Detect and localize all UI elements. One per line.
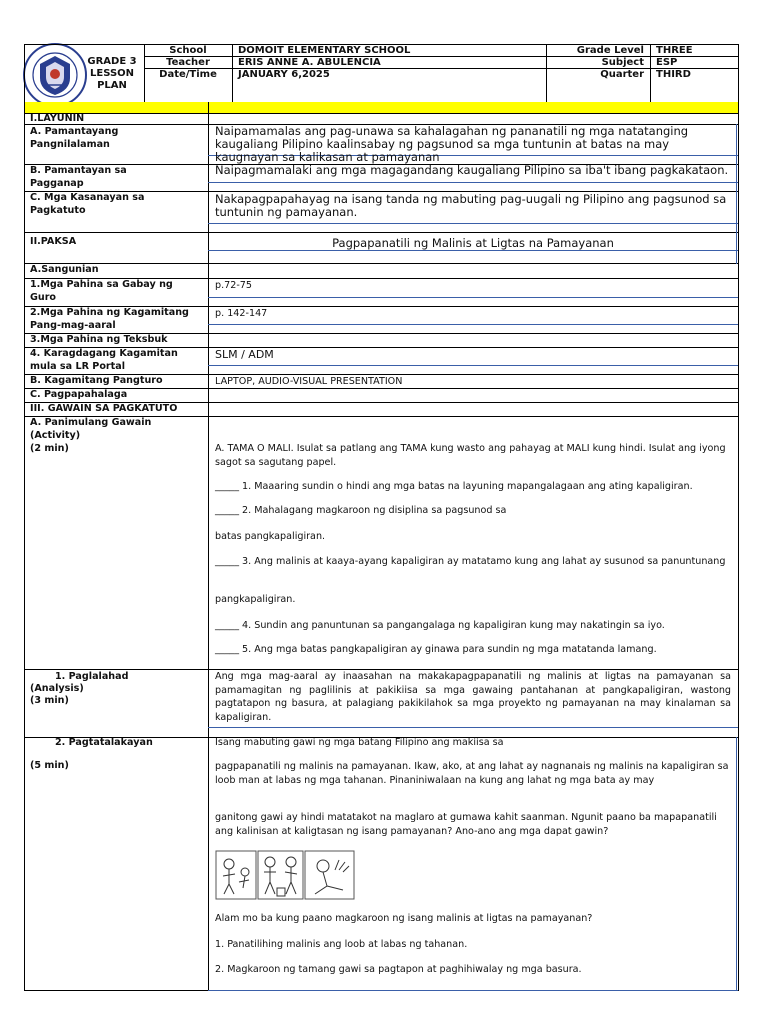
pamantayang-label: A. Pamantayang Pangnilalaman: [30, 126, 119, 150]
paglalahad-text: Ang mga mag-aaral ay inaasahan na makakapagpapanatili ng malinis at ligtas na pamayanan sa pamamagitan ng paglilinis at pakikiisa sa mga gawaing pantahanan at pangkapaligiran, wastong pagtatapon ng basura, at palagiang pakikilahok sa mga proyekto ng pamayanan na may kinalaman sa kapaligiran.: [215, 671, 731, 723]
kasanayan-label: C. Mga Kasanayan sa Pagkatuto: [30, 192, 145, 216]
teksbuk-label: 3.Mga Pahina ng Teksbuk: [30, 334, 168, 345]
date-value: JANUARY 6,2025: [238, 69, 330, 80]
activity-item-2: _____ 2. Mahalagang magkaroon ng disiplina sa pagsunod sa: [215, 505, 507, 516]
pagganap-label: B. Pamantayan sa Pagganap: [30, 165, 127, 189]
panimula-time: (2 min): [30, 443, 69, 454]
discussion-item-1: 1. Panatilihing malinis ang loob at labas ng tahanan.: [215, 939, 468, 950]
gawain-label: III. GAWAIN SA PAGKATUTO: [30, 403, 178, 414]
kasanayan-text: Nakapagpapahayag na isang tanda ng mabuting pag-uugali ng Pilipino ang pagsunod sa tuntunin ng pamayanan.: [215, 192, 727, 219]
pamantayang-text: Naipamamalas ang pag-unawa sa kahalagahan ng pananatili ng mga natatanging kaugaliang Pilipino kaalinsabay ng pagsunod sa mga tuntunin at batas na may kaugnayan sa kalikasan at pamayanan: [215, 124, 689, 164]
gabay-label: 1.Mga Pahina sa Gabay ng Guro: [30, 279, 173, 303]
school-label: School: [169, 45, 207, 56]
paglalahad-label: 1. Paglalahad: [55, 671, 129, 682]
pangturo-value: LAPTOP, AUDIO-VISUAL PRESENTATION: [215, 376, 403, 387]
pagtatalakayan-label: 2. Pagtatalakayan: [55, 737, 153, 748]
activity-item-1: _____ 1. Maaaring sundin o hindi ang mga batas na layuning mapangalagaan ang ating kapaligiran.: [215, 481, 693, 492]
activity-item-2-cont: batas pangkapaligiran.: [215, 531, 326, 542]
activity-intro: A. TAMA O MALI. Isulat sa patlang ang TAMA kung wasto ang pahayag at MALI kung hindi. Isulat ang iyong sagot sa sagutang papel.: [215, 443, 726, 468]
quarter-label: Quarter: [600, 69, 644, 80]
children-cleaning-illustration: [215, 850, 355, 900]
layunin-heading: I.LAYUNIN: [30, 113, 85, 124]
pagpapahalaga-label: C. Pagpapahalaga: [30, 389, 128, 400]
pagtatalakayan-time: (5 min): [30, 760, 69, 771]
subject-value: ESP: [656, 57, 678, 68]
grade-level-label: Grade Level: [576, 45, 644, 56]
highlight-row: [24, 102, 738, 113]
pagganap-text: Naipagmamalaki ang mga magagandang kaugaliang Pilipino sa iba't ibang pagkakataon.: [215, 163, 729, 177]
paksa-label: II.PAKSA: [30, 236, 77, 247]
activity-item-3: _____ 3. Ang malinis at kaaya-ayang kapaligiran ay matatamo kung ang lahat ay susunod sa panuntunang: [215, 556, 726, 567]
kagamitan-label: 2.Mga Pahina ng Kagamitang Pang-mag-aaral: [30, 307, 189, 331]
activity-item-5: _____ 5. Ang mga batas pangkapaligiran ay ginawa para sundin ng mga matatanda lamang.: [215, 644, 657, 655]
pangturo-label: B. Kagamitang Pangturo: [30, 375, 163, 386]
activity-item-3-cont: pangkapaligiran.: [215, 594, 296, 605]
subject-label: Subject: [601, 57, 644, 68]
kagamitan-value: p. 142-147: [215, 308, 268, 319]
panimula-label: A. Panimulang Gawain (Activity): [30, 417, 152, 441]
grade-title-line2: LESSON: [89, 68, 135, 79]
gabay-value: p.72-75: [215, 280, 253, 291]
school-value: DOMOIT ELEMENTARY SCHOOL: [238, 45, 411, 56]
date-label: Date/Time: [159, 69, 217, 80]
paglalahad-sub: (Analysis): [30, 683, 84, 694]
grade-level-value: THREE: [656, 45, 693, 56]
sanggunian-label: A.Sangunian: [30, 264, 99, 275]
teacher-label: Teacher: [166, 57, 210, 68]
grade-lesson-plan-title: [82, 56, 142, 92]
discussion-item-2: 2. Magkaroon ng tamang gawi sa pagtapon at paghihiwalay ng mga basura.: [215, 964, 582, 975]
karagdagang-value: SLM / ADM: [215, 348, 274, 361]
discussion-line-1: Isang mabuting gawi ng mga batang Filipino ang makiisa sa: [215, 737, 504, 748]
quarter-value: THIRD: [656, 69, 691, 80]
karagdagang-label: 4. Karagdagang Kagamitan mula sa LR Portal: [30, 348, 178, 372]
grade-title-line3: PLAN: [97, 80, 127, 91]
paglalahad-time: (3 min): [30, 695, 69, 706]
activity-item-4: _____ 4. Sundin ang panuntunan sa pangangalaga ng kapaligiran kung may nakatingin sa iyo.: [215, 620, 665, 631]
grade-title-line1: GRADE 3: [87, 56, 137, 67]
discussion-question: Alam mo ba kung paano magkaroon ng isang malinis at ligtas na pamayanan?: [215, 913, 593, 924]
deped-logo: [22, 42, 88, 108]
paksa-text: Pagpapanatili ng Malinis at Ligtas na Pamayanan: [332, 236, 614, 250]
discussion-para-1: pagpapanatili ng malinis na pamayanan. Ikaw, ako, at ang lahat ay nagnanais ng malinis na kapaligiran sa loob man at labas ng mga tahanan. Pinaniniwalaan na kung ang lahat ng mga bata ay may: [215, 761, 729, 786]
discussion-para-2: ganitong gawi ay hindi matatakot na maglaro at gumawa kahit saanman. Ngunit paano ba mapapanatili ang kalinisan at kaligtasan ng isang pamayanan? Ano-ano ang mga dapat gawin?: [215, 812, 717, 837]
teacher-value: ERIS ANNE A. ABULENCIA: [238, 57, 381, 68]
